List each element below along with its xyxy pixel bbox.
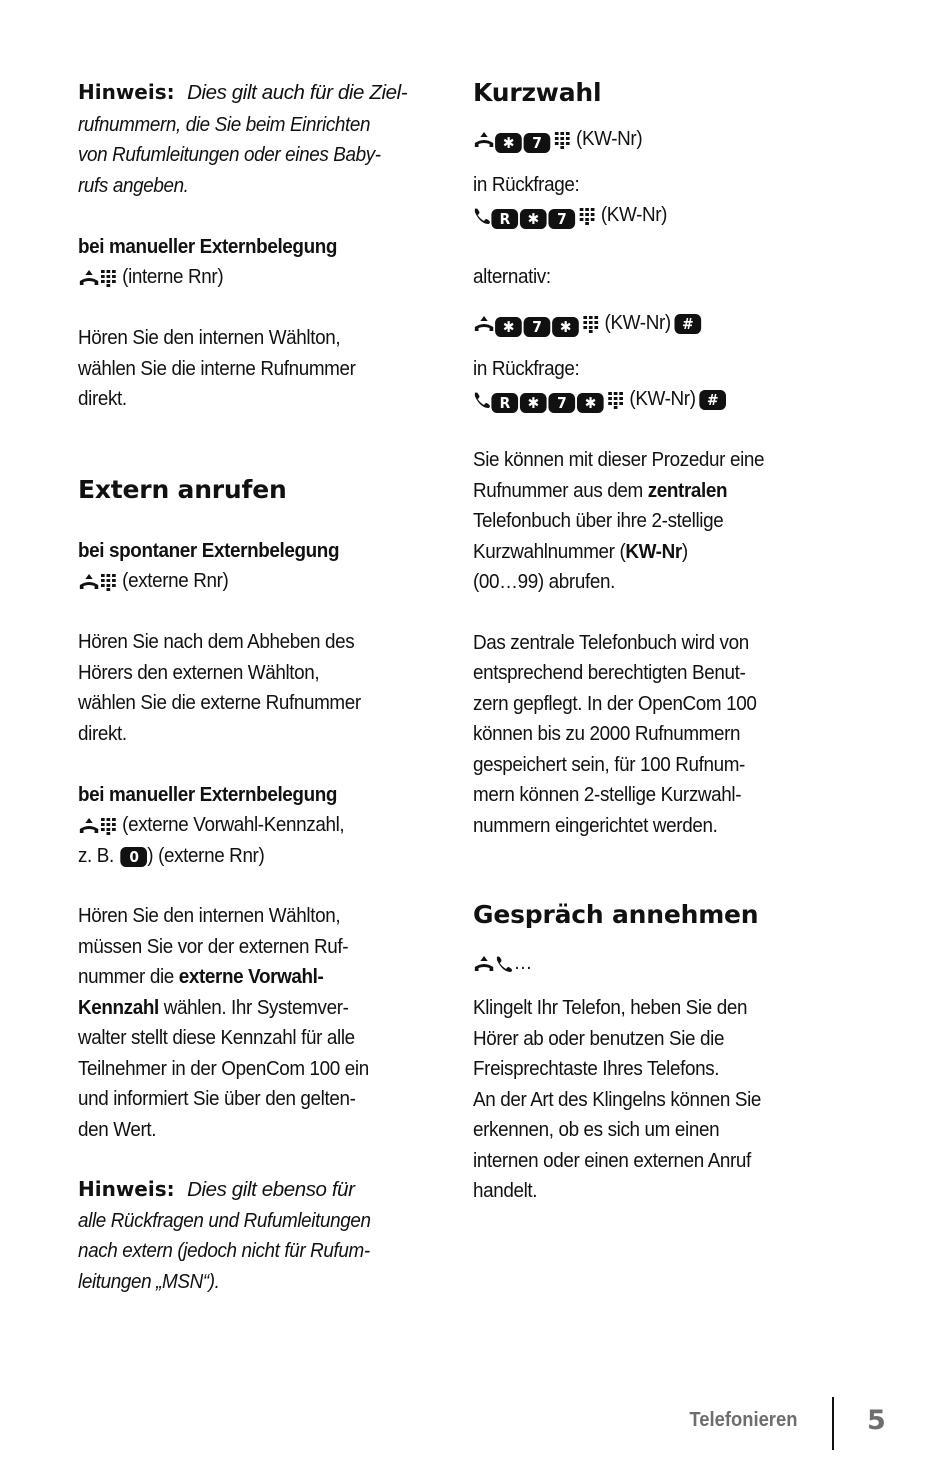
- manual-external-heading: bei manueller Externbelegung: [78, 783, 338, 806]
- keypad-icon: [100, 817, 117, 835]
- key-star: ✱: [495, 133, 522, 153]
- hinweis-line: nach extern (jedoch nicht für Rufum-: [78, 1239, 370, 1262]
- body-line: walter stellt diese Kennzahl für alle: [78, 1026, 355, 1049]
- key-7: 7: [524, 133, 551, 153]
- key-7: 7: [548, 393, 575, 413]
- code-text: (KW-Nr): [576, 127, 643, 150]
- body-line: Telefonbuch über ihre 2-stellige: [473, 509, 724, 532]
- code-text: …: [513, 951, 532, 974]
- body-line: internen oder einen externen Anruf: [473, 1149, 751, 1172]
- hinweis-note-1: [78, 78, 408, 108]
- body-line: den Wert.: [78, 1118, 157, 1141]
- handset-lift-icon: [78, 269, 100, 287]
- hinweis-label: Hinweis:: [78, 80, 175, 104]
- body-line: [78, 962, 323, 992]
- key-group: [491, 209, 575, 229]
- footer-section-title: Telefonieren: [688, 1409, 797, 1431]
- section-heading-kurzwahl: Kurzwahl: [473, 78, 602, 107]
- key-7: 7: [524, 317, 551, 337]
- hinweis-line: rufnummern, die Sie beim Einrichten: [78, 113, 371, 136]
- body-line: handelt.: [473, 1179, 538, 1202]
- hinweis-line: alle Rückfragen und Rufumleitungen: [78, 1209, 371, 1232]
- code-text: (interne Rnr): [122, 265, 224, 288]
- manual-external-code: [78, 810, 344, 840]
- footer-divider: [832, 1397, 834, 1450]
- body-bold: zentralen: [647, 479, 728, 502]
- hinweis-line: Dies gilt auch für die Ziel-: [187, 81, 408, 104]
- hinweis-label: Hinweis:: [78, 1177, 175, 1201]
- body-text: nummer die: [78, 965, 179, 988]
- body-text: wählen. Ihr Systemver-: [158, 996, 349, 1019]
- key-7: 7: [548, 209, 575, 229]
- rueckfrage-label: in Rückfrage:: [473, 357, 580, 380]
- body-line: nummern eingerichtet werden.: [473, 814, 718, 837]
- hinweis-line: Dies gilt ebenso für: [187, 1178, 355, 1201]
- hinweis-line: rufs angeben.: [78, 174, 189, 197]
- kw-alt-rueckfrage-code-line: [473, 384, 726, 414]
- annehmen-code-line: [473, 948, 532, 978]
- body-line: und informiert Sie über den gelten-: [78, 1087, 356, 1110]
- code-text: ) (externe Rnr): [147, 844, 265, 867]
- kw-alt-code-line: [473, 308, 701, 338]
- code-text: (KW-Nr): [600, 203, 668, 226]
- body-line: Hören Sie nach dem Abheben des: [78, 630, 355, 653]
- body-line: (00…99) abrufen.: [473, 570, 615, 593]
- keypad-icon: [100, 573, 117, 591]
- section-heading-gespraech-annehmen: Gespräch annehmen: [473, 900, 759, 929]
- kw-code-line: [473, 124, 642, 154]
- body-line: Freisprechtaste Ihres Telefons.: [473, 1057, 720, 1080]
- body-line: Hörers den externen Wählton,: [78, 661, 320, 684]
- manual-internal-code: [78, 262, 223, 292]
- body-line: direkt.: [78, 722, 127, 745]
- body-line: entsprechend berechtigten Benut-: [473, 661, 746, 684]
- body-line: Das zentrale Telefonbuch wird von: [473, 631, 749, 654]
- flash-handset-icon: [473, 391, 491, 409]
- hinweis-line: von Rufumleitungen oder eines Baby-: [78, 143, 381, 166]
- rueckfrage-label: in Rückfrage:: [473, 173, 580, 196]
- body-line: zern gepflegt. In der OpenCom 100: [473, 692, 757, 715]
- body-text: Kurzwahlnummer (: [473, 540, 626, 563]
- body-line: Klingelt Ihr Telefon, heben Sie den: [473, 996, 748, 1019]
- manual-internal-heading: bei manueller Externbelegung: [78, 235, 338, 258]
- body-line: können bis zu 2000 Rufnummern: [473, 722, 741, 745]
- spontan-code: [78, 566, 228, 596]
- body-bold: KW-Nr: [625, 540, 682, 563]
- body-line: erkennen, ob es sich um einen: [473, 1118, 720, 1141]
- key-star: ✱: [520, 393, 547, 413]
- body-line: mern können 2-stellige Kurzwahl-: [473, 783, 742, 806]
- key-r: R: [491, 393, 518, 413]
- keypad-icon: [579, 207, 596, 225]
- body-text: Rufnummer aus dem: [473, 479, 648, 502]
- code-text: (externe Rnr): [122, 569, 229, 592]
- code-text: z. B.: [78, 844, 114, 867]
- handset-lift-icon: [78, 817, 100, 835]
- alternativ-label: alternativ:: [473, 265, 551, 288]
- body-line: Hören Sie den internen Wählton,: [78, 326, 341, 349]
- body-line: Hören Sie den internen Wählton,: [78, 904, 341, 927]
- code-text: (KW-Nr): [629, 387, 696, 410]
- body-line: wählen Sie die externe Rufnummer: [78, 691, 361, 714]
- key-star: ✱: [577, 393, 604, 413]
- body-line: [473, 537, 688, 567]
- handset-lift-icon: [473, 315, 495, 333]
- keypad-icon: [100, 269, 117, 287]
- body-bold: externe Vorwahl-: [178, 965, 324, 988]
- hinweis-note-2: [78, 1175, 355, 1205]
- page-number: 5: [867, 1405, 886, 1436]
- handset-lift-icon: [78, 573, 100, 591]
- key-group: [491, 393, 603, 413]
- body-line: wählen Sie die interne Rufnummer: [78, 357, 356, 380]
- key-star: ✱: [520, 209, 547, 229]
- body-line: An der Art des Klingelns können Sie: [473, 1088, 762, 1111]
- handset-lift-icon: [473, 131, 495, 149]
- key-star: ✱: [552, 317, 579, 337]
- body-bold: Kennzahl: [78, 996, 159, 1019]
- body-line: [473, 476, 727, 506]
- body-line: Hörer ab oder benutzen Sie die: [473, 1027, 725, 1050]
- manual-external-code-2: [78, 841, 264, 871]
- body-line: direkt.: [78, 387, 127, 410]
- code-text: (KW-Nr): [604, 311, 671, 334]
- body-line: gespeichert sein, für 100 Rufnum-: [473, 753, 745, 776]
- keypad-icon: [607, 391, 624, 409]
- keypad-icon: [554, 131, 571, 149]
- body-line: [78, 993, 349, 1023]
- code-text: (externe Vorwahl-Kennzahl,: [122, 813, 345, 836]
- flash-handset-icon: [473, 207, 491, 225]
- page-footer: [0, 1397, 950, 1452]
- keypad-icon: [582, 315, 599, 333]
- spontan-heading: bei spontaner Externbelegung: [78, 539, 340, 562]
- key-r: R: [491, 209, 518, 229]
- body-line: Sie können mit dieser Prozedur eine: [473, 448, 765, 471]
- key-star: ✱: [495, 317, 522, 337]
- body-line: müssen Sie vor der externen Ruf-: [78, 935, 349, 958]
- section-heading-extern-anrufen: Extern anrufen: [78, 475, 287, 504]
- kw-rueckfrage-code-line: [473, 200, 667, 230]
- flash-handset-icon: [495, 955, 513, 973]
- key-0: 0: [121, 847, 148, 867]
- key-group: [495, 317, 579, 337]
- body-line: Teilnehmer in der OpenCom 100 ein: [78, 1057, 369, 1080]
- body-text: ): [681, 540, 688, 563]
- hinweis-line: leitungen „MSN“).: [78, 1270, 220, 1293]
- key-hash: #: [699, 390, 726, 410]
- key-hash: #: [674, 314, 701, 334]
- handset-lift-icon: [473, 955, 495, 973]
- key-group: [495, 133, 550, 153]
